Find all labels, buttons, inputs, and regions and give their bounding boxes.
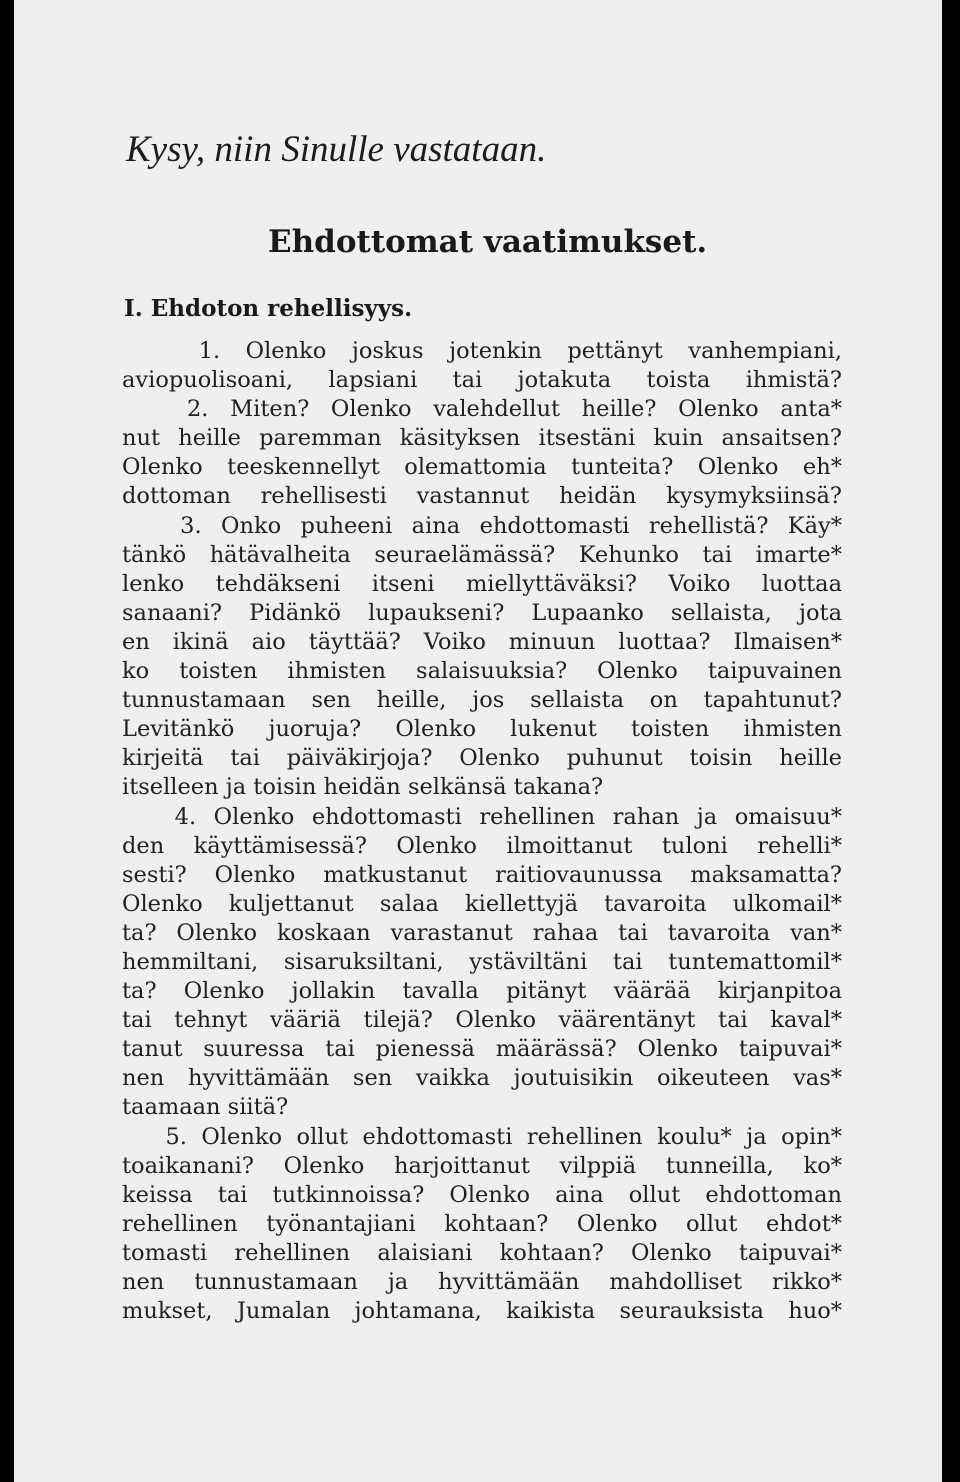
text-line: Levitänkö juoruja? Olenko lukenut toisten ihmisten: [122, 716, 842, 743]
text-line: tänkö hätävalheita seuraelämässä? Kehunko tai imarte*: [122, 541, 842, 568]
text-line: toaikanani? Olenko harjoittanut vilppiä tunneilla, ko*: [122, 1152, 842, 1179]
text-line: itselleen ja toisin heidän selkänsä takana?: [122, 774, 604, 801]
text-line: tanut suuressa tai pienessä määrässä? Olenko taipuvai*: [122, 1036, 842, 1063]
text-line: taamaan siitä?: [122, 1094, 289, 1121]
text-line: 2. Miten? Olenko valehdellut heille? Olenko anta*: [122, 396, 842, 423]
text-line: nen tunnustamaan ja hyvittämään mahdolliset rikko*: [122, 1269, 842, 1295]
text-line: 5. Olenko ollut ehdottomasti rehellinen koulu* ja opin*: [122, 1123, 842, 1150]
text-line: 3. Onko puheeni aina ehdottomasti rehellistä? Käy*: [122, 512, 842, 539]
text-line: dottoman rehellisesti vastannut heidän kysymyksiinsä?: [122, 483, 842, 510]
running-header: Kysy, niin Sinulle vastataan.: [126, 129, 547, 170]
book-page: [14, 0, 942, 1482]
text-line: tunnustamaan sen heille, jos sellaista on tapahtunut?: [122, 687, 842, 714]
text-line: rehellinen työnantajiani kohtaan? Olenko ollut ehdot*: [122, 1210, 842, 1237]
text-line: ta? Olenko jollakin tavalla pitänyt väärää kirjanpitoa: [122, 978, 842, 1005]
section-heading: I. Ehdoton rehellisyys.: [124, 295, 413, 322]
text-line: 4. Olenko ehdottomasti rehellinen rahan ja omaisuu*: [122, 803, 842, 830]
chapter-title: Ehdottomat vaatimukset.: [268, 224, 708, 260]
text-line: ko toisten ihmisten salaisuuksia? Olenko taipuvainen: [122, 658, 842, 685]
body-text: [122, 337, 842, 1326]
text-line: lenko tehdäkseni itseni miellyttäväksi? Voiko luottaa: [122, 570, 842, 597]
text-line: ta? Olenko koskaan varastanut rahaa tai tavaroita van*: [122, 919, 842, 946]
text-line: keissa tai tutkinnoissa? Olenko aina ollut ehdottoman: [122, 1181, 842, 1208]
text-line: den käyttämisessä? Olenko ilmoittanut tuloni rehelli*: [122, 832, 842, 859]
text-line: aviopuolisoani, lapsiani tai jotakuta toista ihmistä?: [122, 367, 842, 394]
text-line: 1. Olenko joskus jotenkin pettänyt vanhempiani,: [122, 338, 842, 364]
text-line: tai tehnyt vääriä tilejä? Olenko väärentänyt tai kaval*: [122, 1007, 842, 1034]
text-line: mukset, Jumalan johtamana, kaikista seurauksista huo*: [122, 1298, 842, 1325]
text-line: Olenko teeskennellyt olemattomia tunteita? Olenko eh*: [122, 454, 842, 481]
text-line: sesti? Olenko matkustanut raitiovaunussa maksamatta?: [122, 861, 842, 888]
text-line: hemmiltani, sisaruksiltani, ystäviltäni tai tuntemattomil*: [122, 948, 842, 975]
text-line: en ikinä aio täyttää? Voiko minuun luottaa? Ilmaisen*: [122, 628, 842, 655]
text-line: Olenko kuljettanut salaa kiellettyjä tavaroita ulkomail*: [122, 890, 842, 917]
text-line: tomasti rehellinen alaisiani kohtaan? Olenko taipuvai*: [122, 1239, 842, 1266]
text-line: nen hyvittämään sen vaikka joutuisikin oikeuteen vas*: [122, 1065, 842, 1092]
text-line: kirjeitä tai päiväkirjoja? Olenko puhunut toisin heille: [122, 745, 842, 772]
text-line: nut heille paremman käsityksen itsestäni kuin ansaitsen?: [122, 425, 842, 452]
text-line: sanaani? Pidänkö lupaukseni? Lupaanko sellaista, jota: [122, 599, 842, 626]
